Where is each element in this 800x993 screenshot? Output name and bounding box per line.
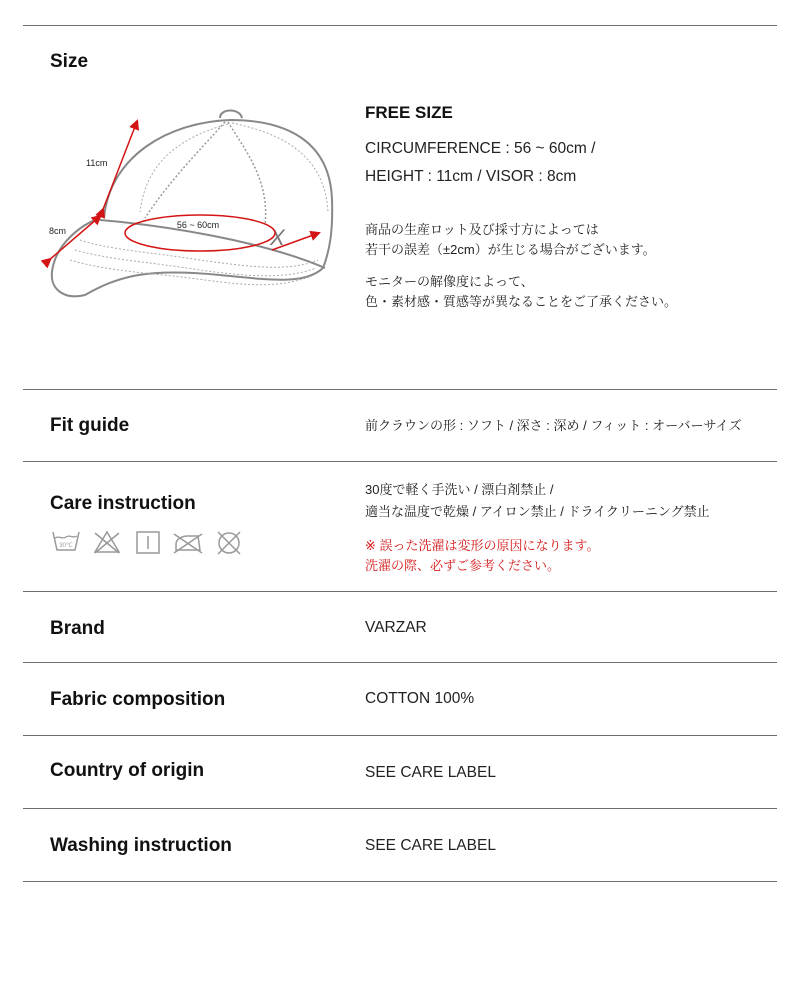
line-dry-icon	[137, 532, 159, 553]
size-height-visor: HEIGHT : 11cm / VISOR : 8cm	[365, 168, 577, 185]
divider-fabric	[23, 735, 777, 736]
size-note-1b: 若干の誤差（±2cm）が生じる場合がございます。	[365, 242, 656, 257]
fabric-label: Fabric composition	[50, 689, 226, 710]
size-note-2a: モニターの解像度によって、	[365, 274, 534, 289]
washing-label: Washing instruction	[50, 835, 232, 856]
cap-crown	[104, 120, 332, 268]
fit-guide-label: Fit guide	[50, 415, 130, 436]
size-note-2b: 色・素材感・質感等が異なることをご了承ください。	[365, 294, 678, 309]
origin-label: Country of origin	[50, 760, 205, 781]
washing-value: SEE CARE LABEL	[365, 837, 496, 854]
divider-brand	[23, 662, 777, 663]
divider-top	[23, 25, 777, 26]
care-icons	[50, 528, 250, 556]
size-label: Size	[50, 51, 89, 72]
care-line-1: 30度で軽く手洗い / 漂白剤禁止 /	[365, 482, 554, 497]
circumference-label: 56 ~ 60cm	[176, 220, 220, 230]
divider-care	[23, 591, 777, 592]
cap-button	[220, 111, 242, 119]
care-line-2: 適当な温度で乾燥 / アイロン禁止 / ドライクリーニング禁止	[365, 504, 710, 519]
no-dry-clean-icon	[218, 532, 240, 554]
brand-label: Brand	[50, 618, 105, 639]
origin-value: SEE CARE LABEL	[365, 764, 496, 781]
fit-guide-value: 前クラウンの形 : ソフト / 深さ : 深め / フィット : オーバーサイズ	[365, 418, 742, 433]
fabric-value: COTTON 100%	[365, 690, 475, 707]
hand-wash-30-icon	[53, 532, 79, 550]
care-warning-1: ※ 誤った洗濯は変形の原因になります。	[365, 538, 600, 553]
cap-logo: X	[270, 225, 285, 250]
no-bleach-icon	[95, 532, 119, 553]
height-label: 11cm	[86, 158, 108, 168]
size-title: FREE SIZE	[365, 103, 453, 122]
care-warning-2: 洗濯の際、必ずご参考ください。	[365, 558, 561, 573]
size-circumference: CIRCUMFERENCE : 56 ~ 60cm /	[365, 140, 596, 157]
brand-value: VARZAR	[365, 619, 427, 636]
svg-text:30℃: 30℃	[59, 543, 73, 549]
care-label: Care instruction	[50, 493, 196, 514]
divider-washing	[23, 881, 777, 882]
size-note-1a: 商品の生産ロット及び採寸方によっては	[365, 222, 599, 237]
no-iron-icon	[174, 534, 202, 553]
visor-label: 8cm	[49, 226, 67, 236]
divider-fit	[23, 461, 777, 462]
cap-size-diagram	[40, 100, 340, 320]
divider-size	[23, 389, 777, 390]
divider-origin	[23, 808, 777, 809]
